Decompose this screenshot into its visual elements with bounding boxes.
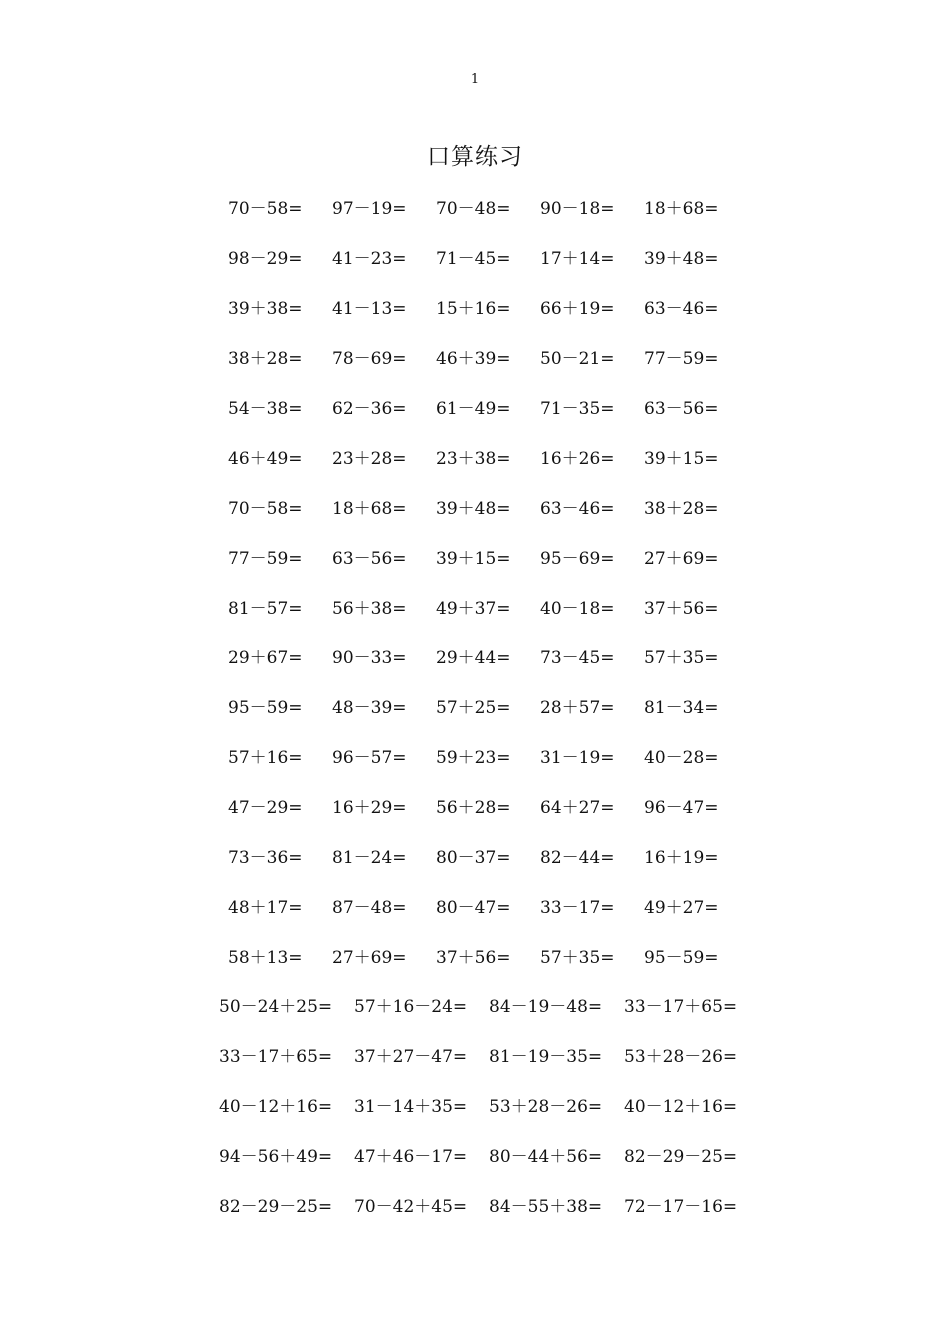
problem-item: 63－56= [332, 548, 407, 569]
problem-item: 57＋16－24= [354, 997, 468, 1018]
problem-row [219, 1130, 759, 1180]
problem-item: 16＋19= [644, 848, 719, 869]
problem-row [228, 731, 748, 781]
problem-item: 38＋28= [644, 498, 719, 519]
three-number-problem-grid [219, 980, 759, 1229]
problem-item: 58＋13= [228, 947, 303, 968]
problem-item: 40－12＋16= [624, 1097, 738, 1118]
problem-item: 15＋16= [436, 299, 511, 320]
problem-item: 28＋57= [540, 698, 615, 719]
problem-item: 31－19= [540, 748, 615, 769]
problem-item: 18＋68= [332, 498, 407, 519]
problem-row [228, 282, 748, 332]
problem-item: 27＋69= [644, 548, 719, 569]
problem-item: 82－29－25= [219, 1197, 333, 1217]
problem-item: 54－38= [228, 399, 303, 419]
problem-row [228, 681, 748, 731]
problem-row [228, 880, 748, 930]
problem-item: 48＋17= [228, 897, 303, 918]
problem-item: 18＋68= [644, 199, 719, 220]
problem-item: 63－56= [644, 399, 719, 419]
problem-item: 29＋44= [436, 648, 511, 669]
problem-item: 39＋38= [228, 299, 303, 320]
problem-item: 27＋69= [332, 947, 407, 968]
problem-item: 77－59= [644, 349, 719, 370]
problem-row [228, 232, 748, 282]
problem-item: 59＋23= [436, 748, 511, 769]
problem-item: 70－48= [436, 199, 511, 220]
problem-row [228, 781, 748, 831]
problem-item: 64＋27= [540, 798, 615, 819]
problem-item: 95－59= [644, 947, 719, 968]
problem-item: 72－17－16= [624, 1197, 738, 1217]
problem-item: 96－57= [332, 748, 407, 769]
problem-item: 57＋25= [436, 698, 511, 719]
problem-item: 78－69= [332, 349, 407, 370]
problem-item: 17＋14= [540, 249, 615, 270]
problem-item: 63－46= [540, 498, 615, 519]
problem-item: 40－28= [644, 748, 719, 769]
problem-item: 50－24＋25= [219, 997, 333, 1018]
problem-item: 56＋38= [332, 598, 407, 619]
problem-item: 71－35= [540, 399, 615, 419]
problem-item: 98－29= [228, 249, 303, 270]
problem-row [219, 1080, 759, 1130]
problem-item: 16＋29= [332, 798, 407, 819]
problem-row [228, 531, 748, 581]
problem-item: 57＋16= [228, 748, 303, 769]
problem-item: 47－29= [228, 798, 303, 819]
problem-item: 95－59= [228, 698, 303, 719]
problem-item: 61－49= [436, 399, 511, 419]
problem-item: 49＋37= [436, 598, 511, 619]
problem-row [228, 332, 748, 382]
problem-item: 82－44= [540, 848, 615, 869]
problem-item: 80－47= [436, 897, 511, 918]
problem-item: 53＋28－26= [624, 1047, 738, 1068]
problem-item: 81－24= [332, 848, 407, 869]
problem-item: 37＋56= [644, 598, 719, 619]
problem-item: 46＋39= [436, 349, 511, 370]
problem-item: 81－34= [644, 698, 719, 719]
problem-item: 73－45= [540, 648, 615, 669]
problem-item: 96－47= [644, 798, 719, 819]
problem-item: 57＋35= [540, 947, 615, 968]
problem-item: 62－36= [332, 399, 407, 419]
problem-item: 31－14＋35= [354, 1097, 468, 1118]
problem-item: 16＋26= [540, 448, 615, 469]
problem-row [219, 1180, 759, 1230]
problem-row [228, 431, 748, 481]
problem-item: 38＋28= [228, 349, 303, 370]
two-number-problem-grid [228, 182, 748, 980]
problem-item: 53＋28－26= [489, 1097, 603, 1118]
problem-item: 33－17＋65= [624, 997, 738, 1018]
problem-item: 94－56＋49= [219, 1147, 333, 1168]
problem-item: 70－58= [228, 498, 303, 519]
problem-item: 95－69= [540, 548, 615, 569]
problem-item: 29＋67= [228, 648, 303, 669]
problem-item: 77－59= [228, 548, 303, 569]
problem-row [228, 631, 748, 681]
problem-row [228, 382, 748, 432]
problem-item: 41－13= [332, 299, 407, 320]
problem-item: 87－48= [332, 897, 407, 918]
problem-item: 80－44＋56= [489, 1147, 603, 1168]
worksheet-title: 口算练习 [427, 144, 523, 170]
problem-row [228, 481, 748, 531]
problem-item: 90－33= [332, 648, 407, 669]
problem-row [228, 831, 748, 881]
problem-row [228, 930, 748, 980]
problem-item: 82－29－25= [624, 1147, 738, 1168]
problem-item: 37＋56= [436, 947, 511, 968]
problem-item: 39＋15= [644, 448, 719, 469]
problem-item: 50－21= [540, 349, 615, 370]
problem-item: 81－19－35= [489, 1047, 603, 1068]
problem-item: 39＋15= [436, 548, 511, 569]
problem-item: 63－46= [644, 299, 719, 320]
problem-item: 23＋28= [332, 448, 407, 469]
problem-item: 81－57= [228, 598, 303, 619]
problem-item: 47＋46－17= [354, 1147, 468, 1168]
problem-row [219, 980, 759, 1030]
problem-item: 70－58= [228, 199, 303, 220]
problem-item: 70－42＋45= [354, 1197, 468, 1217]
problem-item: 40－12＋16= [219, 1097, 333, 1118]
problem-item: 39＋48= [644, 249, 719, 270]
problem-row [219, 1030, 759, 1080]
problem-item: 49＋27= [644, 897, 719, 918]
problem-item: 40－18= [540, 598, 615, 619]
problem-item: 66＋19= [540, 299, 615, 320]
problem-item: 33－17＋65= [219, 1047, 333, 1068]
problem-row [228, 581, 748, 631]
problem-item: 46＋49= [228, 448, 303, 469]
page-number: 1 [470, 72, 480, 87]
problem-item: 23＋38= [436, 448, 511, 469]
problem-item: 80－37= [436, 848, 511, 869]
problem-item: 33－17= [540, 897, 615, 918]
problem-item: 48－39= [332, 698, 407, 719]
problem-item: 56＋28= [436, 798, 511, 819]
problem-item: 90－18= [540, 199, 615, 220]
problem-row [228, 182, 748, 232]
problem-item: 41－23= [332, 249, 407, 270]
problem-item: 84－19－48= [489, 997, 603, 1018]
problem-item: 97－19= [332, 199, 407, 220]
problem-item: 39＋48= [436, 498, 511, 519]
problem-item: 84－55＋38= [489, 1197, 603, 1217]
problem-item: 37＋27－47= [354, 1047, 468, 1068]
problem-item: 57＋35= [644, 648, 719, 669]
problem-item: 73－36= [228, 848, 303, 869]
problem-item: 71－45= [436, 249, 511, 270]
